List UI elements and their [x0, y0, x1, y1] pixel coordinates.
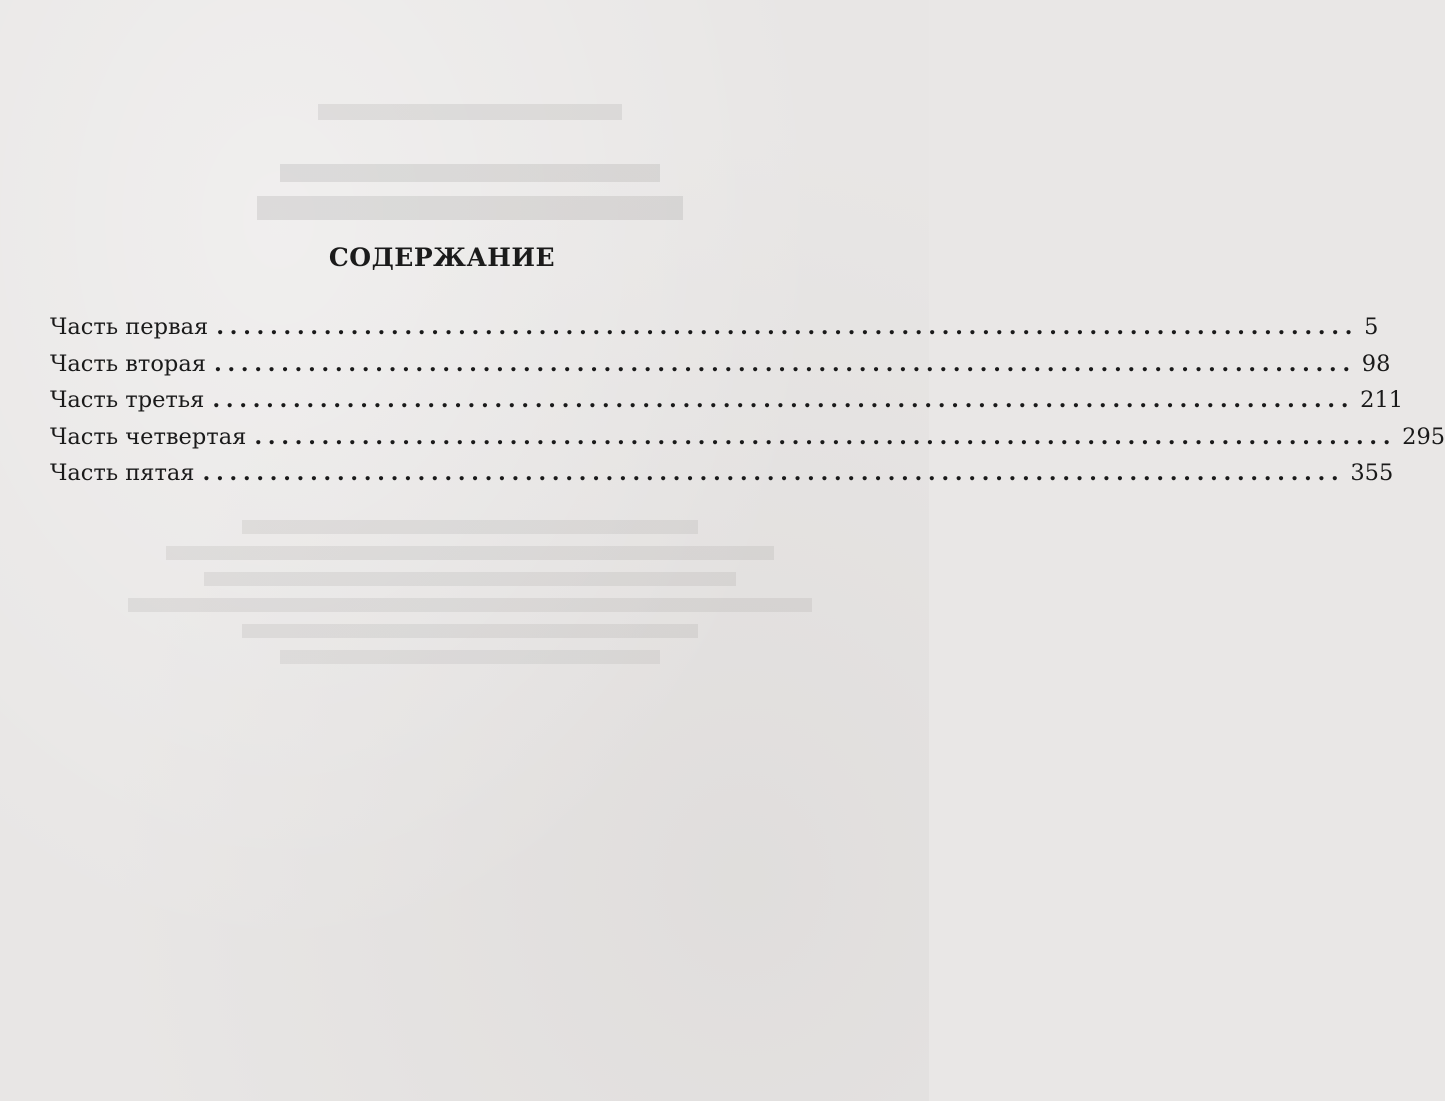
toc-entry-page: 355: [1350, 460, 1394, 486]
dot-leader: .....................................................................................: [216, 314, 1359, 340]
toc-entry: [50, 387, 1404, 424]
toc-entry: [50, 314, 1379, 351]
contents-heading: СОДЕРЖАНИЕ: [328, 243, 556, 272]
dot-leader: .....................................................................................: [213, 350, 1356, 377]
toc-entry-title: Часть четвертая: [50, 423, 247, 450]
toc-entry-title: Часть вторая: [50, 350, 206, 377]
toc-entry-title: Часть третья: [50, 387, 205, 413]
dot-leader: .....................................................................................: [254, 423, 1397, 450]
toc-entry-page: 98: [1361, 350, 1391, 377]
toc-entry-page: 295: [1402, 423, 1445, 450]
toc-entry: [50, 460, 1394, 497]
toc-entry-page: 5: [1364, 314, 1379, 340]
toc-entry: [50, 423, 1445, 461]
toc-entry-title: Часть первая: [50, 314, 209, 340]
table-of-contents: [50, 314, 1445, 497]
dot-leader: .....................................................................................: [212, 387, 1355, 413]
toc-entry: [50, 350, 1391, 388]
toc-entry-title: Часть пятая: [50, 460, 195, 486]
toc-entry-page: 211: [1360, 387, 1404, 413]
dot-leader: .....................................................................................: [202, 460, 1345, 486]
